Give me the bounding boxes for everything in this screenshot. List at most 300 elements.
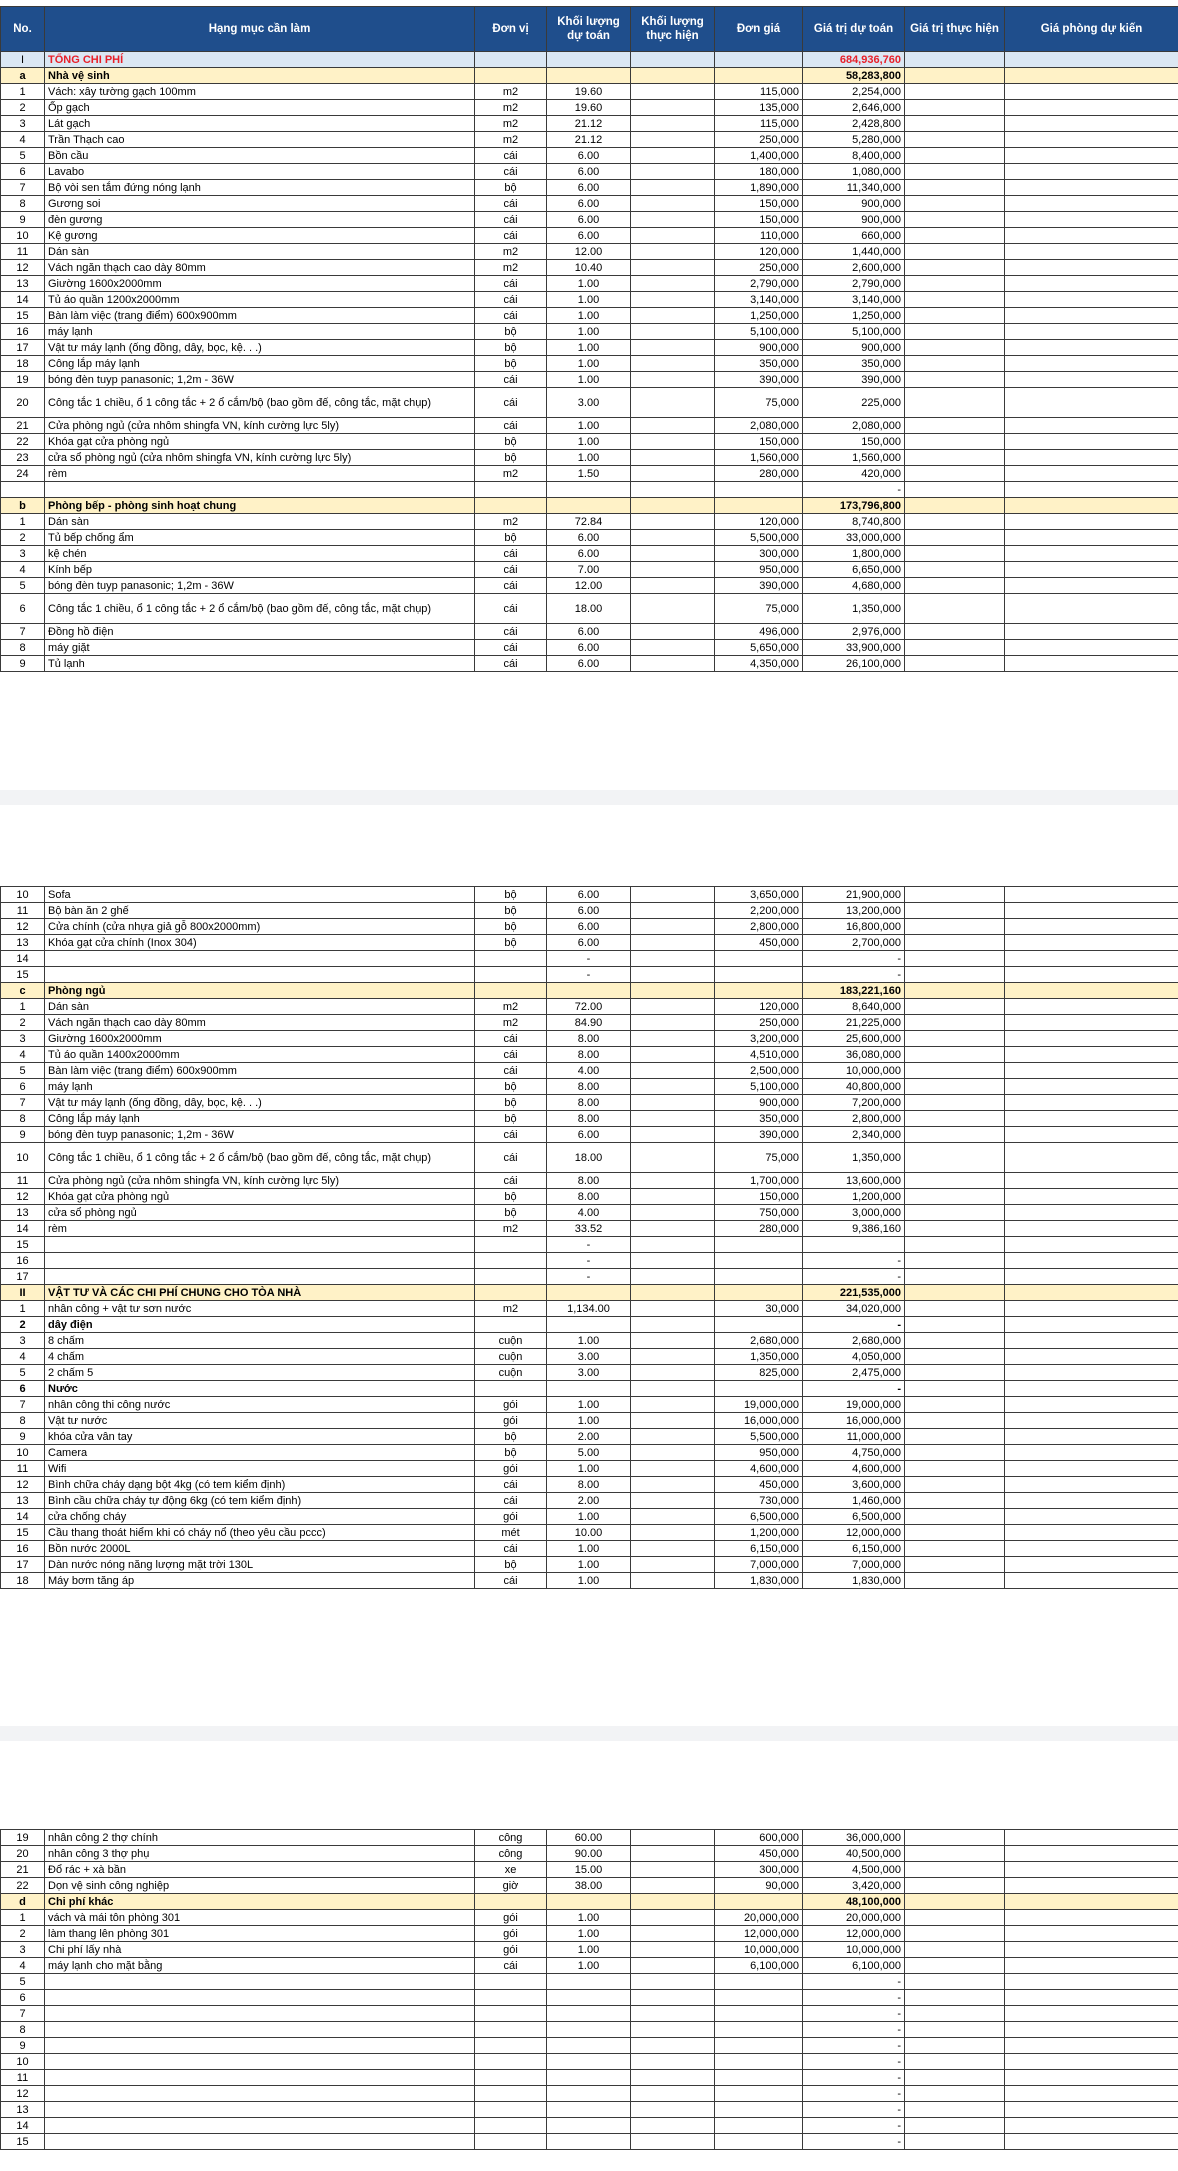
unit-price: 2,790,000 <box>715 276 803 292</box>
actual-value <box>905 68 1005 84</box>
actual-quantity <box>631 1942 715 1958</box>
item-unit: bộ <box>475 1095 547 1111</box>
item-name: Tủ lạnh <box>45 656 475 672</box>
estimated-value: 1,350,000 <box>803 1143 905 1173</box>
unit-price <box>715 1285 803 1301</box>
item-number: 6 <box>1 1381 45 1397</box>
expected-room-price <box>1005 1990 1178 2006</box>
expected-room-price <box>1005 1365 1178 1381</box>
estimated-value: 350,000 <box>803 356 905 372</box>
item-number: II <box>1 1285 45 1301</box>
actual-value <box>905 624 1005 640</box>
estimated-value: 7,000,000 <box>803 1557 905 1573</box>
item-number: 1 <box>1 1910 45 1926</box>
estimated-value: - <box>803 2070 905 2086</box>
estimated-quantity: 19.60 <box>547 100 631 116</box>
item-number: 16 <box>1 324 45 340</box>
estimated-quantity: 6.00 <box>547 180 631 196</box>
item-unit: cái <box>475 1493 547 1509</box>
estimated-quantity: 6.00 <box>547 212 631 228</box>
item-unit: bộ <box>475 903 547 919</box>
item-number: 3 <box>1 1333 45 1349</box>
item-name: Bình cầu chữa cháy tự động 6kg (có tem kiểm định) <box>45 1493 475 1509</box>
actual-value <box>905 132 1005 148</box>
table-row <box>1 212 1178 228</box>
estimated-value: 36,080,000 <box>803 1047 905 1063</box>
unit-price: 250,000 <box>715 132 803 148</box>
table-row <box>1 1493 1178 1509</box>
unit-price: 450,000 <box>715 1477 803 1493</box>
actual-value <box>905 1846 1005 1862</box>
unit-price: 16,000,000 <box>715 1413 803 1429</box>
item-name: Bình chữa cháy dạng bột 4kg (có tem kiểm định) <box>45 1477 475 1493</box>
actual-quantity <box>631 228 715 244</box>
table-row <box>1 1477 1178 1493</box>
actual-value <box>905 1047 1005 1063</box>
table-row <box>1 514 1178 530</box>
estimated-value: - <box>803 2134 905 2150</box>
item-name: Lavabo <box>45 164 475 180</box>
item-unit <box>475 1285 547 1301</box>
actual-value <box>905 372 1005 388</box>
item-number: b <box>1 498 45 514</box>
estimated-value: 1,080,000 <box>803 164 905 180</box>
actual-quantity <box>631 919 715 935</box>
unit-price: 950,000 <box>715 562 803 578</box>
actual-quantity <box>631 1509 715 1525</box>
actual-quantity <box>631 640 715 656</box>
actual-value <box>905 1221 1005 1237</box>
unit-price <box>715 951 803 967</box>
item-name <box>45 1990 475 2006</box>
item-name: máy lạnh cho mặt bằng <box>45 1958 475 1974</box>
actual-quantity <box>631 514 715 530</box>
item-unit: cái <box>475 1541 547 1557</box>
item-number: 5 <box>1 1063 45 1079</box>
expected-room-price <box>1005 2070 1178 2086</box>
item-name: 8 chấm <box>45 1333 475 1349</box>
actual-value <box>905 967 1005 983</box>
unit-price: 5,500,000 <box>715 530 803 546</box>
estimated-quantity: 21.12 <box>547 116 631 132</box>
item-name <box>45 2054 475 2070</box>
estimated-value: 4,050,000 <box>803 1349 905 1365</box>
item-unit: m2 <box>475 1301 547 1317</box>
actual-value <box>905 228 1005 244</box>
estimated-quantity: 1.00 <box>547 450 631 466</box>
table-row <box>1 1573 1178 1589</box>
actual-value <box>905 1926 1005 1942</box>
item-number: 4 <box>1 562 45 578</box>
item-name: Giường 1600x2000mm <box>45 276 475 292</box>
actual-value <box>905 1381 1005 1397</box>
table-row <box>1 1910 1178 1926</box>
estimated-value: - <box>803 2054 905 2070</box>
expected-room-price <box>1005 1573 1178 1589</box>
estimated-value: 900,000 <box>803 340 905 356</box>
table-row <box>1 2038 1178 2054</box>
estimated-quantity: 15.00 <box>547 1862 631 1878</box>
total-cost-row <box>1 52 1178 68</box>
item-unit: cái <box>475 292 547 308</box>
actual-quantity <box>631 1253 715 1269</box>
item-unit: cái <box>475 148 547 164</box>
actual-quantity <box>631 1573 715 1589</box>
item-number: 20 <box>1 1846 45 1862</box>
item-unit: gói <box>475 1942 547 1958</box>
item-number: 5 <box>1 1974 45 1990</box>
table-row <box>1 180 1178 196</box>
table-row <box>1 1413 1178 1429</box>
expected-room-price <box>1005 212 1178 228</box>
item-unit: công <box>475 1846 547 1862</box>
expected-room-price <box>1005 1079 1178 1095</box>
expected-room-price <box>1005 983 1178 999</box>
item-name: Kính bếp <box>45 562 475 578</box>
estimated-quantity: 6.00 <box>547 164 631 180</box>
unit-price: 6,150,000 <box>715 1541 803 1557</box>
actual-value <box>905 640 1005 656</box>
table-row <box>1 324 1178 340</box>
table-row <box>1 1269 1178 1285</box>
item-number: 6 <box>1 1079 45 1095</box>
item-name: đèn gương <box>45 212 475 228</box>
actual-value <box>905 180 1005 196</box>
item-name: Công tắc 1 chiều, ổ 1 công tắc + 2 ổ cắm/bộ (bao gồm đế, công tắc, mặt chụp) <box>45 1143 475 1173</box>
estimated-quantity: 4.00 <box>547 1063 631 1079</box>
item-name: cửa chống cháy <box>45 1509 475 1525</box>
estimated-quantity: 90.00 <box>547 1846 631 1862</box>
expected-room-price <box>1005 2134 1178 2150</box>
unit-price: 4,510,000 <box>715 1047 803 1063</box>
expected-room-price <box>1005 1253 1178 1269</box>
actual-quantity <box>631 1926 715 1942</box>
item-unit: cái <box>475 308 547 324</box>
unit-price: 730,000 <box>715 1493 803 1509</box>
table-row <box>1 1015 1178 1031</box>
actual-value <box>905 260 1005 276</box>
table-row <box>1 340 1178 356</box>
actual-quantity <box>631 450 715 466</box>
estimated-value: - <box>803 951 905 967</box>
unit-price <box>715 1990 803 2006</box>
estimated-value: - <box>803 2022 905 2038</box>
item-unit <box>475 967 547 983</box>
table-row <box>1 1349 1178 1365</box>
estimated-quantity: 6.00 <box>547 624 631 640</box>
estimated-value: - <box>803 2102 905 2118</box>
item-unit: cái <box>475 1573 547 1589</box>
expected-room-price <box>1005 951 1178 967</box>
item-number: 4 <box>1 1349 45 1365</box>
item-name <box>45 1974 475 1990</box>
item-number: 8 <box>1 1413 45 1429</box>
actual-value <box>905 1095 1005 1111</box>
item-name <box>45 2086 475 2102</box>
estimated-quantity: 38.00 <box>547 1878 631 1894</box>
actual-quantity <box>631 1990 715 2006</box>
section-header-row <box>1 983 1178 999</box>
unit-price: 150,000 <box>715 212 803 228</box>
actual-value <box>905 1894 1005 1910</box>
estimated-quantity: 1.00 <box>547 1942 631 1958</box>
actual-value <box>905 919 1005 935</box>
estimated-quantity: 3.00 <box>547 1365 631 1381</box>
actual-value <box>905 1573 1005 1589</box>
estimated-quantity <box>547 2038 631 2054</box>
item-unit <box>475 1253 547 1269</box>
estimated-quantity: - <box>547 1237 631 1253</box>
actual-quantity <box>631 164 715 180</box>
item-unit: cái <box>475 228 547 244</box>
estimated-value: 20,000,000 <box>803 1910 905 1926</box>
expected-room-price <box>1005 2006 1178 2022</box>
table-row <box>1 196 1178 212</box>
item-unit: cái <box>475 212 547 228</box>
item-unit: giờ <box>475 1878 547 1894</box>
actual-quantity <box>631 1445 715 1461</box>
estimated-value: 26,100,000 <box>803 656 905 672</box>
item-unit: mét <box>475 1525 547 1541</box>
item-number: 12 <box>1 1189 45 1205</box>
actual-quantity <box>631 1221 715 1237</box>
actual-value <box>905 1413 1005 1429</box>
expected-room-price <box>1005 132 1178 148</box>
item-unit: cái <box>475 594 547 624</box>
actual-quantity <box>631 903 715 919</box>
item-unit: cái <box>475 1958 547 1974</box>
item-unit: m2 <box>475 116 547 132</box>
item-number: 14 <box>1 1509 45 1525</box>
unit-price: 5,500,000 <box>715 1429 803 1445</box>
table-row <box>1 1509 1178 1525</box>
expected-room-price <box>1005 260 1178 276</box>
estimated-quantity: 12.00 <box>547 578 631 594</box>
item-name <box>45 2118 475 2134</box>
actual-quantity <box>631 434 715 450</box>
actual-quantity <box>631 466 715 482</box>
estimated-value: 2,680,000 <box>803 1333 905 1349</box>
table-row <box>1 903 1178 919</box>
expected-room-price <box>1005 388 1178 418</box>
actual-quantity <box>631 196 715 212</box>
item-unit: bộ <box>475 324 547 340</box>
actual-value <box>905 656 1005 672</box>
expected-room-price <box>1005 1862 1178 1878</box>
item-unit: bộ <box>475 935 547 951</box>
actual-value <box>905 2038 1005 2054</box>
unit-price: 300,000 <box>715 546 803 562</box>
item-name: Nhà vệ sinh <box>45 68 475 84</box>
estimated-value: 390,000 <box>803 372 905 388</box>
unit-price: 300,000 <box>715 1862 803 1878</box>
estimated-quantity: 6.00 <box>547 656 631 672</box>
table-row <box>1 148 1178 164</box>
sheet-page-3 <box>0 1829 1178 2169</box>
item-unit: cái <box>475 276 547 292</box>
estimated-quantity: 1.00 <box>547 1557 631 1573</box>
item-name: Công tắc 1 chiều, ổ 1 công tắc + 2 ổ cắm/bộ (bao gồm đế, công tắc, mặt chụp) <box>45 594 475 624</box>
estimated-value: 8,640,000 <box>803 999 905 1015</box>
item-unit <box>475 1894 547 1910</box>
table-row <box>1 260 1178 276</box>
item-number: 3 <box>1 116 45 132</box>
unit-price: 75,000 <box>715 1143 803 1173</box>
item-number: 24 <box>1 466 45 482</box>
item-unit: cái <box>475 1143 547 1173</box>
item-unit: công <box>475 1830 547 1846</box>
expected-room-price <box>1005 292 1178 308</box>
estimated-quantity: 2.00 <box>547 1429 631 1445</box>
item-name: Tủ bếp chống ẩm <box>45 530 475 546</box>
estimated-quantity <box>547 52 631 68</box>
estimated-value: 58,283,800 <box>803 68 905 84</box>
estimated-value: 36,000,000 <box>803 1830 905 1846</box>
actual-value <box>905 434 1005 450</box>
column-header: Giá trị dự toán <box>803 7 905 52</box>
unit-price: 4,600,000 <box>715 1461 803 1477</box>
item-number: I <box>1 52 45 68</box>
expected-room-price <box>1005 1461 1178 1477</box>
actual-quantity <box>631 594 715 624</box>
actual-quantity <box>631 1846 715 1862</box>
estimated-quantity: 6.00 <box>547 228 631 244</box>
estimated-quantity: 8.00 <box>547 1477 631 1493</box>
unit-price: 7,000,000 <box>715 1557 803 1573</box>
actual-value <box>905 292 1005 308</box>
expected-room-price <box>1005 1429 1178 1445</box>
estimated-quantity: 72.00 <box>547 999 631 1015</box>
item-name: máy giặt <box>45 640 475 656</box>
item-unit: m2 <box>475 132 547 148</box>
item-number: c <box>1 983 45 999</box>
item-unit: bộ <box>475 180 547 196</box>
actual-value <box>905 1349 1005 1365</box>
expected-room-price <box>1005 903 1178 919</box>
page-separator <box>0 1726 1178 1741</box>
unit-price: 90,000 <box>715 1878 803 1894</box>
unit-price: 900,000 <box>715 1095 803 1111</box>
actual-value <box>905 1285 1005 1301</box>
item-name: Cửa chính (cửa nhựa giả gỗ 800x2000mm) <box>45 919 475 935</box>
item-name <box>45 2070 475 2086</box>
unit-price: 2,080,000 <box>715 418 803 434</box>
item-unit: cái <box>475 624 547 640</box>
unit-price: 1,400,000 <box>715 148 803 164</box>
estimated-quantity: 7.00 <box>547 562 631 578</box>
actual-quantity <box>631 84 715 100</box>
actual-value <box>905 1541 1005 1557</box>
actual-quantity <box>631 1111 715 1127</box>
actual-value <box>905 212 1005 228</box>
actual-quantity <box>631 1557 715 1573</box>
item-name: Công lắp máy lạnh <box>45 356 475 372</box>
estimated-value: 4,680,000 <box>803 578 905 594</box>
item-number: 11 <box>1 2070 45 2086</box>
item-unit <box>475 2134 547 2150</box>
item-name: Dọn vệ sinh công nghiệp <box>45 1878 475 1894</box>
actual-value <box>905 1189 1005 1205</box>
estimated-value: 13,600,000 <box>803 1173 905 1189</box>
table-row <box>1 116 1178 132</box>
table-row <box>1 624 1178 640</box>
estimated-quantity: 6.00 <box>547 1127 631 1143</box>
item-unit <box>475 2102 547 2118</box>
estimated-quantity: - <box>547 1253 631 1269</box>
estimated-value: 11,000,000 <box>803 1429 905 1445</box>
item-unit: gói <box>475 1509 547 1525</box>
actual-quantity <box>631 1381 715 1397</box>
estimated-quantity: 1.00 <box>547 1573 631 1589</box>
unit-price: 3,140,000 <box>715 292 803 308</box>
table-row <box>1 2054 1178 2070</box>
unit-price <box>715 1974 803 1990</box>
item-name: Công tắc 1 chiều, ổ 1 công tắc + 2 ổ cắm/bộ (bao gồm đế, công tắc, mặt chụp) <box>45 388 475 418</box>
item-unit: bộ <box>475 356 547 372</box>
item-name: khóa cửa vân tay <box>45 1429 475 1445</box>
item-unit <box>475 1974 547 1990</box>
estimated-quantity: 1.00 <box>547 434 631 450</box>
expected-room-price <box>1005 164 1178 180</box>
item-unit: m2 <box>475 100 547 116</box>
item-number: 14 <box>1 1221 45 1237</box>
estimated-quantity: 6.00 <box>547 196 631 212</box>
item-number: 22 <box>1 434 45 450</box>
actual-quantity <box>631 100 715 116</box>
estimated-value: 1,460,000 <box>803 1493 905 1509</box>
estimated-value: - <box>803 2006 905 2022</box>
item-number: 20 <box>1 388 45 418</box>
item-number: 2 <box>1 1317 45 1333</box>
table-row <box>1 434 1178 450</box>
item-unit: cuộn <box>475 1365 547 1381</box>
item-number: 9 <box>1 212 45 228</box>
item-unit <box>475 52 547 68</box>
estimated-value: - <box>803 2038 905 2054</box>
estimated-quantity: 1.00 <box>547 1541 631 1557</box>
item-name: làm thang lên phòng 301 <box>45 1926 475 1942</box>
estimated-value: 40,500,000 <box>803 1846 905 1862</box>
item-name: Trần Thạch cao <box>45 132 475 148</box>
item-name <box>45 482 475 498</box>
unit-price: 2,500,000 <box>715 1063 803 1079</box>
actual-value <box>905 1397 1005 1413</box>
item-number: 14 <box>1 292 45 308</box>
unit-price: 280,000 <box>715 1221 803 1237</box>
expected-room-price <box>1005 1111 1178 1127</box>
item-name: Wifi <box>45 1461 475 1477</box>
expected-room-price <box>1005 1878 1178 1894</box>
expected-room-price <box>1005 324 1178 340</box>
unit-price: 120,000 <box>715 244 803 260</box>
item-name: Bộ vòi sen tắm đứng nóng lạnh <box>45 180 475 196</box>
item-number: 12 <box>1 260 45 276</box>
actual-value <box>905 450 1005 466</box>
actual-quantity <box>631 999 715 1015</box>
estimated-value: - <box>803 482 905 498</box>
actual-value <box>905 1958 1005 1974</box>
unit-price: 900,000 <box>715 340 803 356</box>
item-name: Bộ bàn ăn 2 ghế <box>45 903 475 919</box>
section-header-row <box>1 1894 1178 1910</box>
table-row <box>1 372 1178 388</box>
item-unit: m2 <box>475 260 547 276</box>
actual-value <box>905 2006 1005 2022</box>
estimated-value: 16,000,000 <box>803 1413 905 1429</box>
item-unit: m2 <box>475 999 547 1015</box>
item-unit: cái <box>475 164 547 180</box>
expected-room-price <box>1005 356 1178 372</box>
